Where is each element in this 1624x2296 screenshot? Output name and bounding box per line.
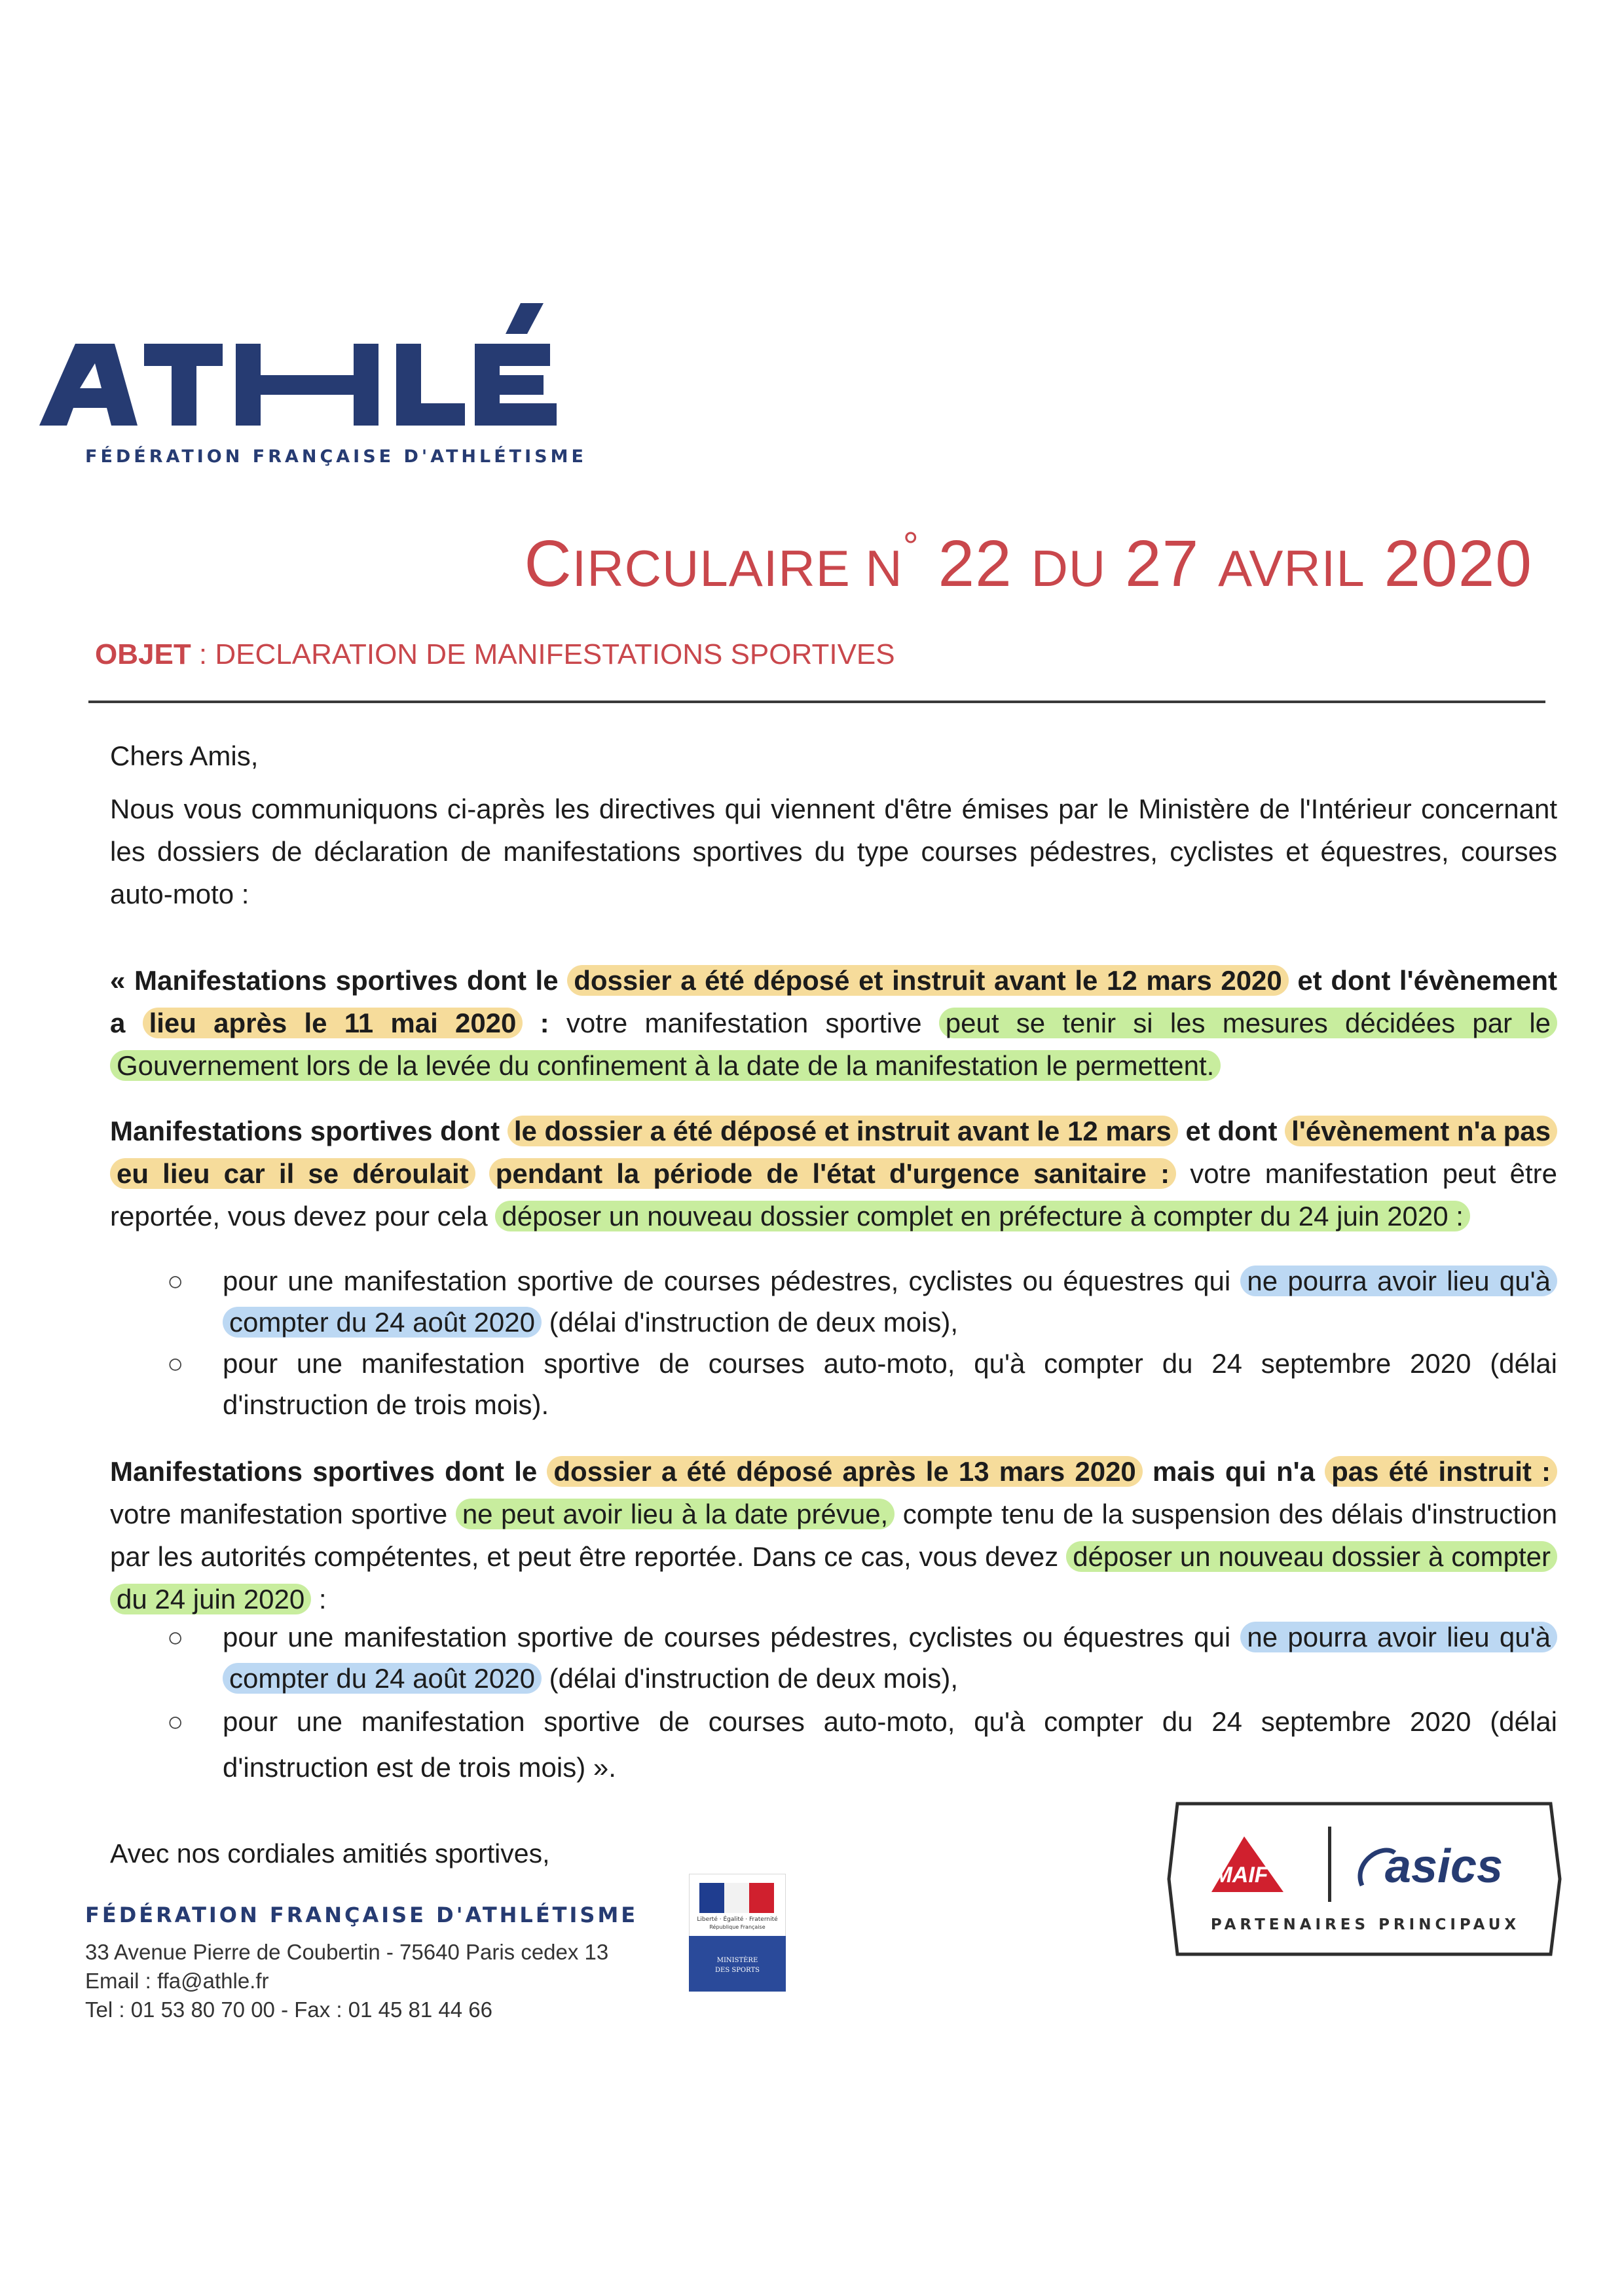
p3-highlight-3: ne peut avoir lieu à la date prévue, [456,1499,895,1529]
list-item-text: pour une manifestation sportive de courses pédestres, cyclistes ou équestres qui [223,1266,1241,1296]
bullet-icon: ○ [167,1622,184,1652]
p3-highlight-4: déposer un nouveau dossier à compter du 24 juin 2020 [110,1541,1557,1614]
p2-highlight-3: pendant la période de l'état d'urgence sanitaire : [489,1158,1176,1189]
p1-text-c: : [523,1008,566,1038]
ministry-name-1: MINISTÈRE [716,1957,758,1964]
title-number: 22 [938,527,1012,600]
bullet-icon: ○ [167,1266,184,1296]
p2-highlight-2: l'évènement n'a pas eu lieu car il se déroulait [110,1116,1557,1189]
list-item-text: pour une manifestation sportive de courses auto-moto, qu'à compter du 24 septembre 2020 (délai d'instruction est de trois mois) ». [223,1706,1557,1783]
footer-address: 33 Avenue Pierre de Coubertin - 75640 Paris cedex 13 [85,1940,609,1964]
subject-line [95,638,895,671]
p2-highlight-1: le dossier a été déposé et instruit avant le 12 mars [507,1116,1178,1146]
maif-logo: MAIF [1213,1863,1268,1887]
subject-label: OBJET [95,638,191,670]
p3-highlight-1: dossier a été déposé après le 13 mars 2020 [547,1456,1142,1487]
list-item [167,1343,1557,1425]
title-prefix-small: IRCULAIRE N [572,539,903,597]
p2-highlight-4: déposer un nouveau dossier complet en préfecture à compter du 24 juin 2020 : [495,1201,1470,1231]
p2-text-b: et dont [1177,1116,1285,1146]
intro-paragraph: Nous vous communiquons ci-après les directives qui viennent d'être émises par le Ministère de l'Intérieur concernant les dossiers de déclaration de manifestations sportives du type courses pédestres, cyclistes et équestres, courses auto-moto : [110,793,1557,909]
title-du: DU [1031,539,1107,597]
list-item [167,1260,1557,1343]
p1-text-d: votre manifestation sportive [566,1008,939,1038]
title-day: 27 [1125,527,1200,600]
ministry-logo [689,1874,786,1992]
p1-text-b: et dont l'évènement a [110,965,1558,1038]
p3-text-e: : [311,1584,327,1614]
list-item-highlight: ne pourra avoir lieu qu'à compter du 24 août 2020 [223,1622,1557,1694]
asics-logo: asics [1384,1840,1504,1893]
ministry-republic: République Française [709,1924,766,1930]
p3-text-a: Manifestations sportives dont le [110,1456,547,1487]
header-divider [88,701,1545,703]
p3-text-c: votre manifestation sportive [110,1499,456,1529]
athle-logo [39,298,596,435]
list-item [167,1616,1557,1699]
partners-badge [1166,1791,1565,1967]
title-prefix-big: C [524,527,572,600]
footer-phone: Tel : 01 53 80 70 00 - Fax : 01 45 81 44 66 [85,1997,492,2022]
bullet-icon: ○ [167,1706,184,1737]
paragraph-3 [110,1450,1557,1620]
paragraph-2 [110,1110,1557,1237]
paragraph-1 [110,959,1557,1087]
federation-name: FÉDÉRATION FRANÇAISE D'ATHLÉTISME [85,446,587,467]
p1-highlight-1: dossier a été déposé et instruit avant le 12 mars 2020 [567,965,1289,996]
greeting: Chers Amis, [110,740,259,771]
p1-highlight-2: lieu après le 11 mai 2020 [143,1008,523,1038]
p3-highlight-2: pas été instruit : [1325,1456,1557,1487]
list-item [167,1699,1557,1791]
circular-title [524,524,1532,602]
list-item-text-end: (délai d'instruction de deux mois), [542,1307,959,1338]
p1-text-a: « Manifestations sportives dont le [110,965,568,996]
title-degree: ° [902,524,919,568]
subject-sep: : [191,638,215,670]
subject-text: DECLARATION DE MANIFESTATIONS SPORTIVES [215,638,895,670]
footer-email: Email : ffa@athle.fr [85,1969,269,1993]
list-2 [167,1616,1557,1791]
footer-contact [85,1938,608,2024]
list-item-highlight: ne pourra avoir lieu qu'à compter du 24 août 2020 [223,1266,1557,1338]
p3-text-b: mais qui n'a [1142,1456,1325,1487]
list-item-text: pour une manifestation sportive de courses pédestres, cyclistes ou équestres qui [223,1622,1241,1652]
p2-text-a: Manifestations sportives dont [110,1116,507,1146]
list-item-text-end: (délai d'instruction de deux mois), [542,1663,959,1694]
closing-line: Avec nos cordiales amitiés sportives, [110,1838,550,1868]
p3-text-d: compte tenu de la suspension des délais d'instruction par les autorités compétentes, et peut être reportée. Dans ce cas, vous devez [110,1499,1558,1572]
list-1 [167,1260,1557,1425]
partners-caption: PARTENAIRES PRINCIPAUX [1210,1916,1521,1933]
bullet-icon: ○ [167,1348,184,1379]
title-month: AVRIL [1218,539,1365,597]
list-item-text: pour une manifestation sportive de courses auto-moto, qu'à compter du 24 septembre 2020 (délai d'instruction de trois mois). [223,1348,1557,1420]
ministry-motto: Liberté · Égalité · Fraternité [697,1916,778,1923]
p1-highlight-3: peut se tenir si les mesures décidées par le Gouvernement lors de la levée du confinement à la date de la manifestation le permettent. [110,1008,1557,1081]
ministry-name-2: DES SPORTS [715,1967,760,1974]
footer-org-name: FÉDÉRATION FRANÇAISE D'ATHLÉTISME [85,1903,638,1927]
title-year: 2020 [1384,527,1532,600]
p2-text-d: votre manifestation peut être reportée, vous devez pour cela [110,1158,1557,1231]
p2-text-c [475,1158,489,1189]
